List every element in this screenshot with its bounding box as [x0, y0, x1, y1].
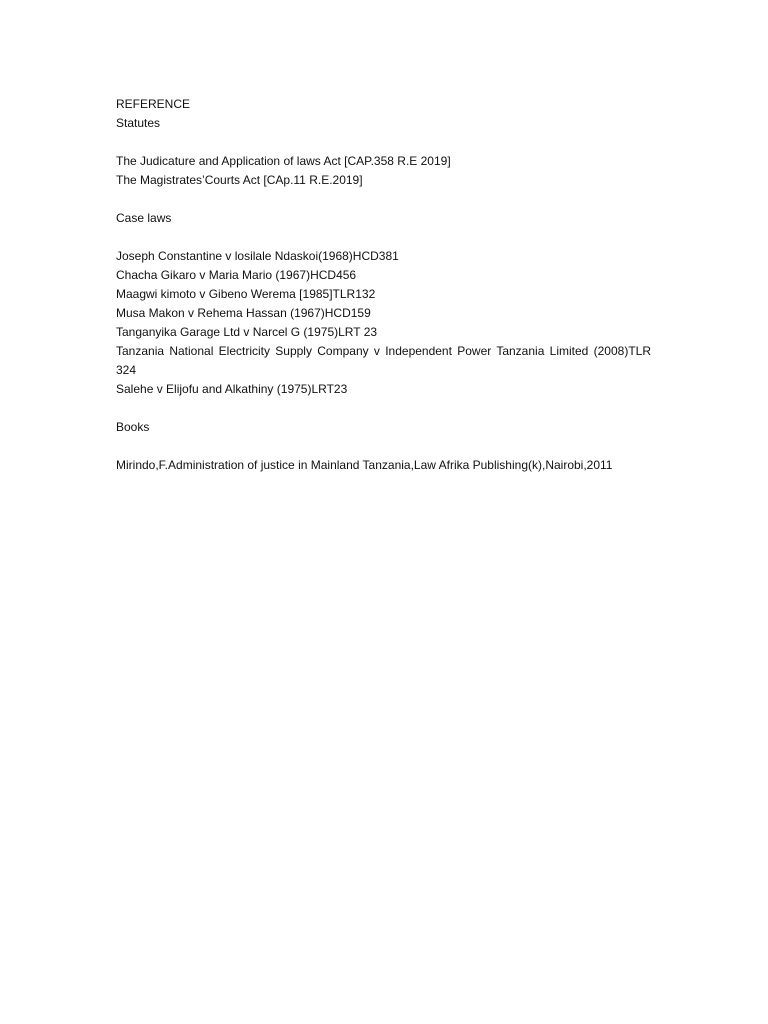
statutes-heading: Statutes — [116, 116, 161, 130]
spacer — [116, 437, 651, 456]
case-laws-heading: Case laws — [116, 211, 172, 225]
document-body — [116, 95, 651, 475]
case-law-item: Chacha Gikaro v Maria Mario (1967)HCD456 — [116, 268, 357, 282]
books-heading: Books — [116, 420, 150, 434]
spacer — [116, 190, 651, 209]
case-law-item: Joseph Constantine v losilale Ndaskoi(1968)HCD381 — [116, 249, 399, 263]
reference-heading: REFERENCE — [116, 97, 191, 111]
case-law-item: Tanganyika Garage Ltd v Narcel G (1975)LRT 23 — [116, 325, 378, 339]
statute-item: The Magistrates’Courts Act [CAp.11 R.E.2019] — [116, 173, 363, 187]
case-law-item: Musa Makon v Rehema Hassan (1967)HCD159 — [116, 306, 371, 320]
case-law-item: Salehe v Elijofu and Alkathiny (1975)LRT23 — [116, 382, 348, 396]
case-law-item: Maagwi kimoto v Gibeno Werema [1985]TLR132 — [116, 287, 376, 301]
book-item: Mirindo,F.Administration of justice in Mainland Tanzania,Law Afrika Publishing(k),Nairobi,2011 — [116, 458, 613, 472]
spacer — [116, 228, 651, 247]
case-law-item: Tanzania National Electricity Supply Company v Independent Power Tanzania Limited (2008)TLR 324 — [116, 344, 651, 377]
spacer — [116, 399, 651, 418]
statute-item: The Judicature and Application of laws Act [CAP.358 R.E 2019] — [116, 154, 451, 168]
spacer — [116, 133, 651, 152]
